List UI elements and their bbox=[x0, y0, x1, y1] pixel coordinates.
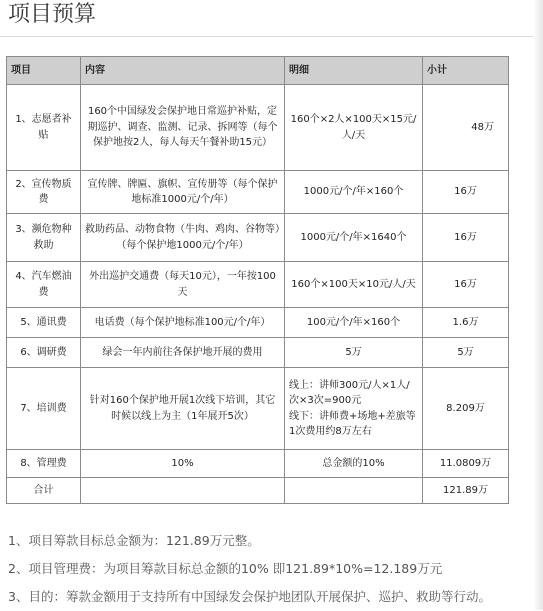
header-subtotal: 小计 bbox=[423, 57, 509, 85]
cell-item: 7、培训费 bbox=[7, 368, 81, 450]
table-row bbox=[7, 308, 509, 338]
note-item: 3、目的：筹款金额用于支持所有中国绿发会保护地团队开展保护、巡护、救助等行动。 bbox=[8, 589, 491, 604]
table-header-row bbox=[7, 57, 509, 85]
cell-detail: 100元/个/年×160个 bbox=[285, 308, 423, 338]
cell-detail: 1000元/个/年×160个 bbox=[285, 171, 423, 214]
notes-list bbox=[8, 527, 491, 611]
title-divider bbox=[0, 36, 543, 37]
cell-subtotal: 48万 bbox=[423, 85, 509, 171]
table-row bbox=[7, 214, 509, 262]
budget-table bbox=[6, 56, 509, 504]
cell-item: 1、志愿者补贴 bbox=[7, 85, 81, 171]
cell-content: 160个中国绿发会保护地日常巡护补贴，定期巡护、调查、监测、记录、拆网等（每个保护地按2人，每人每天午餐补助15元） bbox=[81, 85, 285, 171]
cell-detail bbox=[285, 478, 423, 504]
cell-content bbox=[81, 478, 285, 504]
cell-content: 宣传牌、牌匾、旗帜、宣传册等（每个保护地标准1000元/个/年） bbox=[81, 171, 285, 214]
cell-detail: 线上：讲师300元/人×1人/次×3次=900元 线下：讲师费+场地+差旅等1次费用约8万左右 bbox=[285, 368, 423, 450]
cell-item: 4、汽车燃油费 bbox=[7, 262, 81, 308]
cell-content: 绿会一年内前往各保护地开展的费用 bbox=[81, 338, 285, 368]
cell-item: 6、调研费 bbox=[7, 338, 81, 368]
cell-detail: 160个×100天×10元/人/天 bbox=[285, 262, 423, 308]
header-item: 项目 bbox=[7, 57, 81, 85]
cell-subtotal: 1.6万 bbox=[423, 308, 509, 338]
cell-item: 3、濒危物种救助 bbox=[7, 214, 81, 262]
cell-content: 电话费（每个保护地标准100元/个/年） bbox=[81, 308, 285, 338]
table-row bbox=[7, 262, 509, 308]
note-item: 2、项目管理费：为项目筹款目标总金额的10% 即121.89*10%=12.189万元 bbox=[8, 561, 443, 576]
table-row bbox=[7, 450, 509, 478]
cell-subtotal: 121.89万 bbox=[423, 478, 509, 504]
cell-item: 合计 bbox=[7, 478, 81, 504]
cell-subtotal: 5万 bbox=[423, 338, 509, 368]
cell-detail: 160个×2人×100天×15元/人/天 bbox=[285, 85, 423, 171]
cell-detail: 1000元/个/年×1640个 bbox=[285, 214, 423, 262]
cell-subtotal: 8.209万 bbox=[423, 368, 509, 450]
page-title: 项目预算 bbox=[8, 2, 97, 27]
cell-content: 10% bbox=[81, 450, 285, 478]
page-edge-shadow bbox=[533, 0, 543, 610]
cell-item: 8、管理费 bbox=[7, 450, 81, 478]
cell-content: 外出巡护交通费（每天10元），一年按100天 bbox=[81, 262, 285, 308]
cell-detail: 5万 bbox=[285, 338, 423, 368]
header-detail: 明细 bbox=[285, 57, 423, 85]
note-item: 1、项目筹款目标总金额为：121.89万元整。 bbox=[8, 533, 260, 548]
table-row bbox=[7, 368, 509, 450]
cell-item: 5、通讯费 bbox=[7, 308, 81, 338]
cell-content: 针对160个保护地开展1次线下培训，其它时候以线上为主（1年展开5次） bbox=[81, 368, 285, 450]
cell-item: 2、宣传物质费 bbox=[7, 171, 81, 214]
table-row bbox=[7, 338, 509, 368]
cell-subtotal: 16万 bbox=[423, 262, 509, 308]
table-row bbox=[7, 478, 509, 504]
cell-detail: 总金额的10% bbox=[285, 450, 423, 478]
table-row bbox=[7, 171, 509, 214]
header-content: 内容 bbox=[81, 57, 285, 85]
cell-subtotal: 11.0809万 bbox=[423, 450, 509, 478]
table-row bbox=[7, 85, 509, 171]
cell-content: 救助药品、动物食物（牛肉、鸡肉、谷物等）（每个保护地1000元/个/年） bbox=[81, 214, 285, 262]
cell-subtotal: 16万 bbox=[423, 171, 509, 214]
cell-subtotal: 16万 bbox=[423, 214, 509, 262]
